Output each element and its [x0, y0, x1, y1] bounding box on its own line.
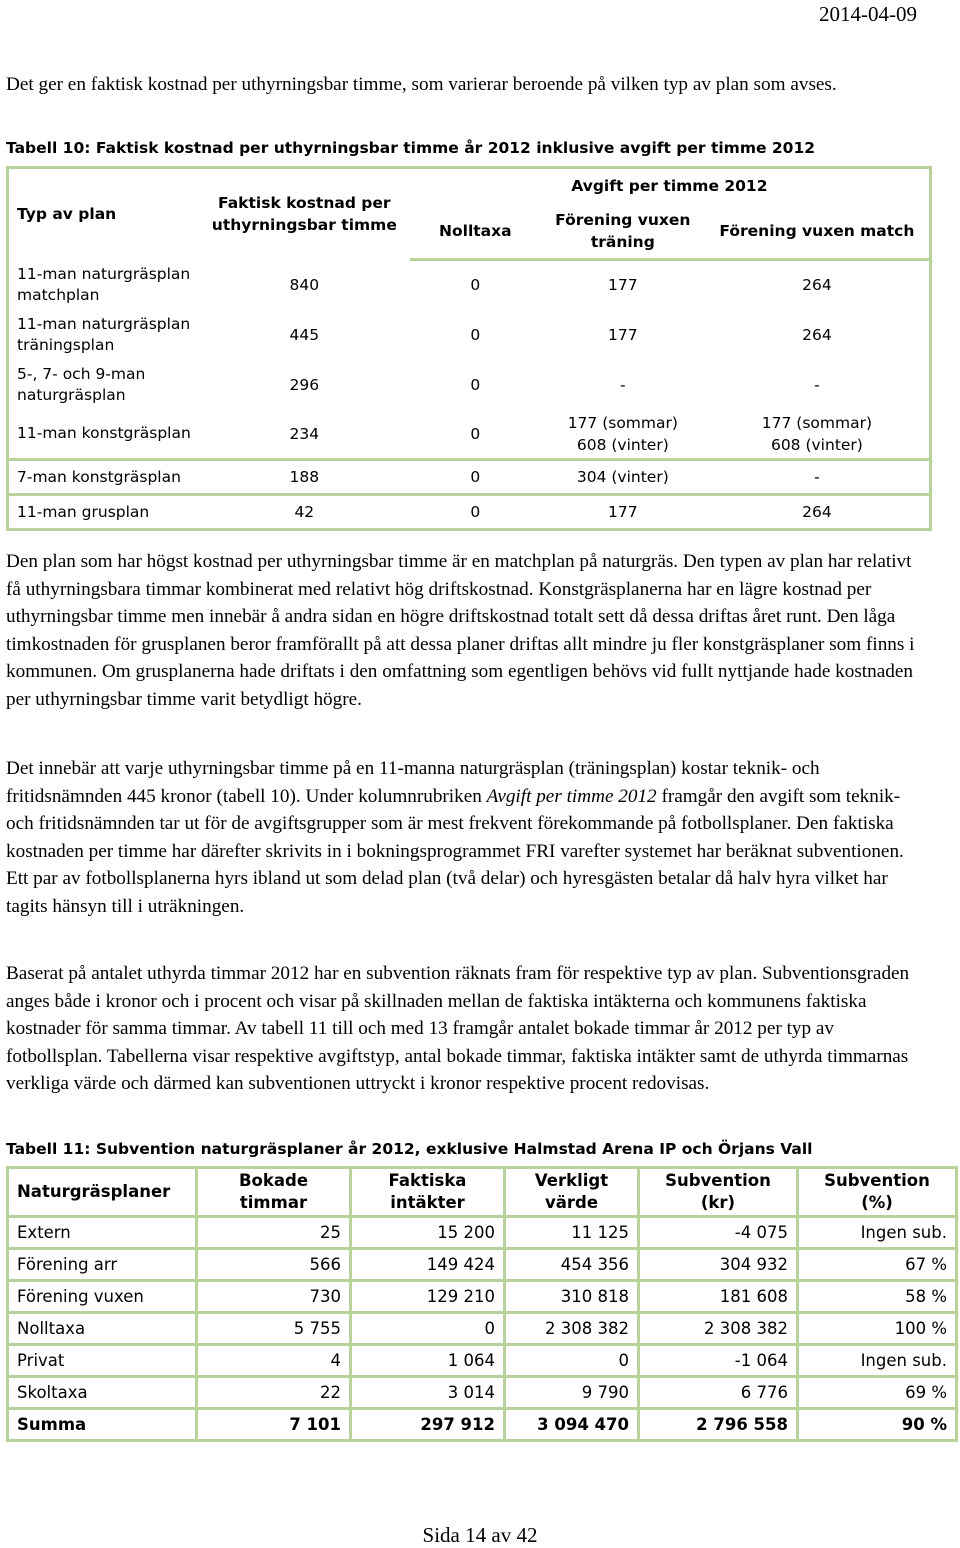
cell-train: 177 (sommar) 608 (vinter): [541, 410, 705, 460]
cell: 454 356: [505, 1249, 639, 1281]
header-cell: Bokade timmar: [197, 1168, 351, 1217]
intro-paragraph: Det ger en faktisk kostnad per uthyrningsbar timme, som varierar beroende på vilken typ av plan som avses.: [6, 74, 837, 95]
table-row: [8, 1345, 957, 1377]
cell-match: -: [705, 460, 931, 495]
cell-train: 177: [608, 325, 638, 344]
cell-type: 11-man konstgräsplan: [8, 410, 199, 460]
cell: 304 932: [639, 1249, 798, 1281]
cell: 15 200: [351, 1217, 505, 1249]
header-nolltaxa: Nolltaxa: [410, 204, 541, 260]
cell-type: 11-man naturgräsplan matchplan: [17, 264, 191, 304]
cell: 566: [197, 1249, 351, 1281]
cell: 58 %: [798, 1281, 957, 1313]
cell: Extern: [8, 1217, 197, 1249]
table-row: [8, 1377, 957, 1409]
paragraph-2: Det innebär att varje uthyrningsbar timme på en 11-manna naturgräsplan (träningsplan) kostar teknik- och fritidsnämnden 445 kronor (tabell 10). Under kolumnrubriken Avgift per timme 2012 framgår den avgift som teknik- och fritidsnämnden tar ut för de avgiftsgrupper som är mest frekvent förekommande på fotbollsplaner. Den faktiska kostnaden per timme har därefter skrivits in i bokningsprogrammet FRI varefter systemet har beräknat subventionen. Ett par av fotbollsplanerna hyrs ibland ut som delad plan (två delar) och hyresgästen betalar då halv hyra vilket har tagits hänsyn till i uträkningen.: [6, 758, 904, 917]
cell-match: -: [814, 375, 820, 394]
cell-type: 11-man naturgräsplan träningsplan: [17, 314, 191, 354]
cell-train: -: [620, 375, 626, 394]
cell: 2 796 558: [639, 1409, 798, 1441]
header-cell: Faktiska intäkter: [351, 1168, 505, 1217]
italic-term: Avgift per timme 2012: [486, 785, 657, 807]
cell-cost: 445: [289, 325, 320, 344]
cell-nolltaxa: 0: [410, 410, 541, 460]
cell: 0: [505, 1345, 639, 1377]
cell: 3 014: [351, 1377, 505, 1409]
cell-nolltaxa: 0: [470, 503, 481, 521]
table-header-row: [8, 1168, 957, 1217]
cell-nolltaxa: 0: [470, 325, 481, 344]
table-11: [6, 1166, 958, 1442]
cell: 100 %: [798, 1313, 957, 1345]
cell: Förening vuxen: [8, 1281, 197, 1313]
cell: Summa: [8, 1409, 197, 1441]
cell-train: 177: [608, 276, 638, 295]
table-row: [8, 310, 931, 360]
cell-match: 264: [802, 503, 832, 521]
cell-cost: 296: [289, 375, 320, 394]
cell: -4 075: [639, 1217, 798, 1249]
cell: Ingen sub.: [798, 1217, 957, 1249]
cell: 90 %: [798, 1409, 957, 1441]
cell: 11 125: [505, 1217, 639, 1249]
cell: 297 912: [351, 1409, 505, 1441]
cell: 9 790: [505, 1377, 639, 1409]
header-fee-group: Avgift per timme 2012: [571, 177, 768, 196]
header-cell: Naturgräsplaner: [8, 1168, 197, 1217]
table-row: [8, 360, 931, 410]
cell: 2 308 382: [639, 1313, 798, 1345]
cell: 310 818: [505, 1281, 639, 1313]
cell-match: 177 (sommar) 608 (vinter): [705, 410, 931, 460]
cell-cost: 840: [289, 275, 320, 294]
cell-type: 7-man konstgräsplan: [8, 460, 199, 495]
cell: 67 %: [798, 1249, 957, 1281]
page-number: Sida 14 av 42: [422, 1523, 538, 1547]
table-row: [8, 1281, 957, 1313]
cell-type: 11-man grusplan: [17, 502, 150, 521]
table-row: [8, 1313, 957, 1345]
header-cell: Subvention (%): [798, 1168, 957, 1217]
header-train: Förening vuxen träning: [541, 204, 705, 260]
cell: -1 064: [639, 1345, 798, 1377]
cell: 129 210: [351, 1281, 505, 1313]
cell: 5 755: [197, 1313, 351, 1345]
document-date: 2014-04-09: [819, 2, 917, 26]
cell-match: 264: [802, 325, 832, 344]
cell: 181 608: [639, 1281, 798, 1313]
header-cell: Subvention (kr): [639, 1168, 798, 1217]
cell-train: 304 (vinter): [541, 460, 705, 495]
table-row: [8, 260, 931, 310]
cell: Privat: [8, 1345, 197, 1377]
table-row: [8, 460, 931, 495]
cell: Nolltaxa: [8, 1313, 197, 1345]
paragraph-1: Den plan som har högst kostnad per uthyrningsbar timme är en matchplan på naturgräs. Den typen av plan har relativt få uthyrningsbara timmar kombinerat med relativt hög driftskostnad. Konstgräsplanerna har en lägre kostnad per uthyrningsbar timme men innebär å andra sidan en högre driftskostnad totalt sett då dessa driftas året runt. Den låga timkostnaden för grusplanen beror framförallt på att dessa planer driftas allt mindre ju fler konstgräsplaner som finns i kommunen. Om grusplanerna hade driftats i den omfattning som egentligen behövs vid fullt nyttjande hade kostnaden per uthyrningsbar timme varit betydligt högre.: [6, 551, 915, 710]
table-sum-row: [8, 1409, 957, 1441]
header-match: Förening vuxen match: [705, 204, 931, 260]
cell: 1 064: [351, 1345, 505, 1377]
cell-cost: 42: [294, 503, 315, 521]
cell: 4: [197, 1345, 351, 1377]
table-row: [8, 1217, 957, 1249]
cell-match: 264: [802, 276, 832, 295]
cell: 22: [197, 1377, 351, 1409]
cell: 149 424: [351, 1249, 505, 1281]
table-row: [8, 495, 931, 530]
table-row: [8, 1249, 957, 1281]
cell: 25: [197, 1217, 351, 1249]
table10-caption: Tabell 10: Faktisk kostnad per uthyrningsbar timme år 2012 inklusive avgift per timme 2012: [6, 139, 816, 157]
cell-cost: 234: [199, 410, 410, 460]
cell: 6 776: [639, 1377, 798, 1409]
table-row: [8, 410, 931, 460]
cell: 3 094 470: [505, 1409, 639, 1441]
cell: 69 %: [798, 1377, 957, 1409]
cell: 730: [197, 1281, 351, 1313]
header-cell: Verkligt värde: [505, 1168, 639, 1217]
cell-nolltaxa: 0: [470, 276, 481, 295]
cell: Skoltaxa: [8, 1377, 197, 1409]
cell: 2 308 382: [505, 1313, 639, 1345]
cell-type: 5-, 7- och 9-man naturgräsplan: [17, 364, 146, 404]
table11-caption: Tabell 11: Subvention naturgräsplaner år 2012, exklusive Halmstad Arena IP och Örjans Vall: [6, 1140, 813, 1158]
cell-cost: 188: [199, 460, 410, 495]
table-10: [6, 166, 932, 531]
cell: 7 101: [197, 1409, 351, 1441]
cell: Ingen sub.: [798, 1345, 957, 1377]
cell: 0: [351, 1313, 505, 1345]
cell: Förening arr: [8, 1249, 197, 1281]
cell-train: 177: [608, 503, 638, 521]
cell-nolltaxa: 0: [470, 375, 481, 394]
cell-nolltaxa: 0: [410, 460, 541, 495]
header-cost: Faktisk kostnad per uthyrningsbar timme: [211, 194, 397, 235]
paragraph-3: Baserat på antalet uthyrda timmar 2012 har en subvention räknats fram för respektive typ av plan. Subventionsgraden anges både i kronor och i procent och visar på skillnaden mellan de faktiska intäkterna och kommunens faktiska kostnader för samma timmar. Av tabell 11 till och med 13 framgår antalet bokade timmar år 2012 per typ av fotbollsplan. Tabellerna visar respektive avgiftstyp, antal bokade timmar, faktiska intäkter samt de uthyrda timmarnas verkliga värde och därmed kan subventionen uttryckt i kronor respektive procent redovisas.: [6, 963, 910, 1094]
header-type: Typ av plan: [17, 204, 117, 223]
